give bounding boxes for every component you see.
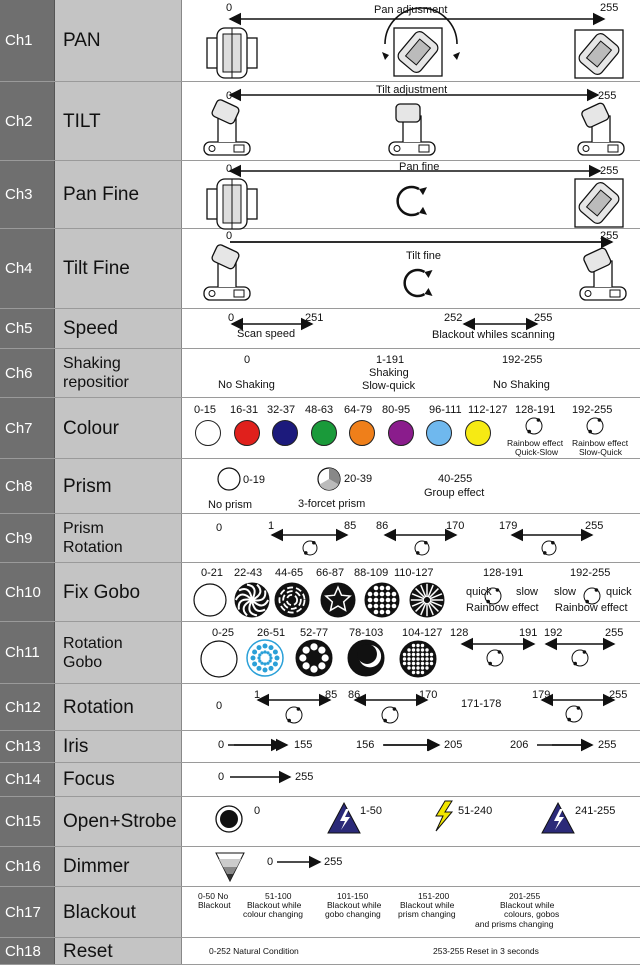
value-label: 104-127: [402, 627, 443, 639]
value-label: 201-255: [509, 891, 541, 901]
value-label: 86: [348, 689, 361, 701]
channel-name: Prism: [55, 459, 182, 513]
value-label: 0: [226, 2, 233, 14]
value-label: 88-109: [354, 567, 389, 579]
channel-number: Ch13: [0, 731, 55, 762]
channel-values: [182, 349, 640, 397]
value-label: 128: [450, 627, 469, 639]
channel-values: [182, 82, 640, 160]
value-label: 101-150: [337, 891, 369, 901]
channel-values: [182, 763, 640, 796]
gobo-icon: [235, 583, 269, 617]
value-label: prism changing: [398, 909, 456, 919]
value-label: 0: [226, 230, 233, 242]
gobo-icon: [194, 584, 226, 616]
channel-name: Open+Strobe: [55, 797, 182, 846]
value-label: Rainbow effect: [507, 438, 564, 448]
moving-head-tilt-icon: [389, 104, 435, 155]
channel-number: Ch4: [0, 229, 55, 308]
value-label: 192: [544, 627, 563, 639]
gobo-icon: [201, 641, 237, 677]
rotation-dial-icon: [303, 541, 317, 555]
channel-name: Pan Fine: [55, 161, 182, 228]
value-label: 1-191: [376, 354, 405, 366]
moving-head-pan-icon: [575, 30, 623, 78]
value-label: Scan speed: [237, 328, 296, 340]
channel-values: [182, 0, 640, 81]
channel-number: Ch7: [0, 398, 55, 458]
channel-values: [182, 398, 640, 458]
value-label: 20-39: [344, 473, 373, 485]
channel-values: [182, 684, 640, 730]
channel-name: TILT: [55, 82, 182, 160]
value-label: 85: [344, 520, 357, 532]
value-label: 192-255: [572, 404, 613, 416]
channel-name: Speed: [55, 309, 182, 348]
value-label: 171-178: [461, 698, 502, 710]
rotation-dial-icon: [566, 706, 582, 722]
value-label: 170: [446, 520, 465, 532]
value-label: 255: [600, 230, 619, 242]
value-label: quick: [606, 586, 632, 598]
diagram: [182, 82, 640, 161]
channel-row-ch5: [0, 309, 640, 349]
moving-head-pan-icon: [207, 179, 257, 229]
diagram: [182, 0, 640, 82]
value-label: 0: [216, 700, 223, 712]
value-label: 0-50 No: [198, 891, 229, 901]
channel-number: Ch9: [0, 514, 55, 562]
channel-row-ch10: [0, 563, 640, 622]
moving-head-tilt-icon: [204, 244, 250, 300]
value-label: 191: [519, 627, 538, 639]
value-label: 252: [444, 312, 463, 324]
value-label: Rainbow effect: [572, 438, 629, 448]
channel-values: [182, 563, 640, 621]
channel-name: Iris: [55, 731, 182, 762]
gobo-icon: [410, 583, 444, 617]
value-label: 0-15: [194, 404, 217, 416]
open-prism-icon: [218, 468, 240, 490]
value-label: 22-43: [234, 567, 263, 579]
value-label: 255: [609, 689, 628, 701]
value-label: 0: [216, 522, 223, 534]
channel-row-ch14: [0, 763, 640, 797]
channel-name: Rotation Gobo: [55, 622, 182, 683]
diagram: [182, 514, 640, 563]
value-label: 0: [254, 805, 261, 817]
channel-number: Ch5: [0, 309, 55, 348]
channel-row-ch16: [0, 847, 640, 887]
strobe-slow-icon: [328, 803, 360, 833]
value-label: 241-255: [575, 805, 616, 817]
channel-row-ch11: [0, 622, 640, 684]
value-label: 0: [226, 90, 233, 102]
value-label: 48-63: [305, 404, 334, 416]
value-label: Blackout whiles scanning: [432, 329, 555, 341]
value-label: 0: [267, 856, 274, 868]
channel-name: Prism Rotation: [55, 514, 182, 562]
channel-row-ch2: [0, 82, 640, 161]
color-wheel-icon: [526, 418, 542, 434]
diagram: [182, 797, 640, 847]
channel-row-ch3: [0, 161, 640, 229]
value-label: 86: [376, 520, 389, 532]
channel-name: Blackout: [55, 887, 182, 937]
value-label: 179: [499, 520, 518, 532]
value-label: 255: [324, 856, 343, 868]
value-label: 78-103: [349, 627, 384, 639]
value-label: 192-255: [570, 567, 611, 579]
value-label: 251: [305, 312, 324, 324]
value-label: colour changing: [243, 909, 304, 919]
value-label: quick: [466, 586, 492, 598]
channel-values: [182, 622, 640, 683]
moving-head-pan-icon: [575, 179, 623, 227]
value-label: 128-191: [483, 567, 524, 579]
value-label: Rainbow effect: [466, 602, 539, 614]
value-label: 66-87: [316, 567, 345, 579]
value-label: 26-51: [257, 627, 286, 639]
value-label: 80-95: [382, 404, 411, 416]
channel-values: [182, 887, 640, 937]
value-label: 110-127: [394, 567, 434, 579]
value-label: 205: [444, 739, 463, 751]
gobo-icon: [348, 640, 384, 676]
value-label: Group effect: [424, 487, 485, 499]
value-label: 0: [228, 312, 235, 324]
channel-row-ch8: [0, 459, 640, 514]
moving-head-tilt-icon: [204, 99, 250, 155]
channel-name: Tilt Fine: [55, 229, 182, 308]
value-label: Blackout while: [400, 900, 455, 910]
rotation-dial-icon: [286, 707, 302, 723]
value-label: 16-31: [230, 404, 259, 416]
channel-name: Shaking repositior: [55, 349, 182, 397]
diagram: [182, 229, 640, 309]
diagram: [182, 731, 640, 763]
value-label: 192-255: [502, 354, 543, 366]
diagram: [182, 161, 640, 229]
channel-number: Ch2: [0, 82, 55, 160]
value-label: 1: [268, 520, 275, 532]
value-label: Blackout: [198, 900, 231, 910]
channel-name: Rotation: [55, 684, 182, 730]
channel-number: Ch18: [0, 938, 55, 964]
value-label: 255: [605, 627, 624, 639]
channel-row-ch17: [0, 887, 640, 938]
value-label: 112-127: [468, 404, 508, 416]
title-label: Tilt fine: [406, 250, 442, 262]
value-label: 3-forcet prism: [298, 498, 366, 510]
value-label: 0: [218, 771, 225, 783]
title-label: Tilt adjustment: [376, 84, 448, 96]
channel-row-ch1: [0, 0, 640, 82]
channel-row-ch15: [0, 797, 640, 847]
channel-row-ch7: [0, 398, 640, 459]
moving-head-pan-icon: [207, 28, 257, 78]
diagram: [182, 684, 640, 731]
channel-row-ch12: [0, 684, 640, 731]
value-label: No Shaking: [218, 379, 275, 391]
channel-number: Ch3: [0, 161, 55, 228]
color-wheel-icon: [587, 418, 603, 434]
value-label: 206: [510, 739, 529, 751]
gobo-icon: [275, 583, 309, 617]
value-label: 0: [244, 354, 251, 366]
value-label: colours, gobos: [504, 909, 560, 919]
channel-number: Ch8: [0, 459, 55, 513]
value-label: and prisms changing: [475, 919, 554, 929]
channel-values: [182, 309, 640, 348]
diagram: [182, 309, 640, 349]
channel-name: Reset: [55, 938, 182, 964]
moving-head-tilt-icon: [578, 102, 624, 155]
gobo-icon: [365, 583, 399, 617]
channel-row-ch13: [0, 731, 640, 763]
value-label: 1-50: [360, 805, 383, 817]
channel-values: [182, 229, 640, 308]
title-label: Pan fine: [399, 161, 440, 173]
channel-name: PAN: [55, 0, 182, 81]
value-label: 255: [534, 312, 553, 324]
channel-number: Ch15: [0, 797, 55, 846]
channel-values: [182, 161, 640, 228]
value-label: 1: [254, 689, 261, 701]
value-label: 51-100: [265, 891, 292, 901]
channel-name: Focus: [55, 763, 182, 796]
channel-name: Colour: [55, 398, 182, 458]
title-label: Pan adjusment: [374, 4, 448, 16]
value-label: 255: [295, 771, 314, 783]
value-label: 96-111: [429, 404, 462, 416]
value-label: 0-25: [212, 627, 235, 639]
channel-row-ch18: [0, 938, 640, 965]
gobo-icon: [296, 640, 332, 676]
value-label: gobo changing: [325, 909, 381, 919]
value-label: 44-65: [275, 567, 304, 579]
value-label: 170: [419, 689, 438, 701]
rotation-dial-icon: [487, 650, 503, 666]
value-label: Slow-quick: [362, 380, 416, 392]
value-label: Blackout while: [500, 900, 555, 910]
moving-head-pan-icon: [394, 28, 442, 76]
value-label: 0-19: [243, 474, 266, 486]
diagram: [182, 763, 640, 797]
gobo-icon: [400, 641, 436, 677]
rotation-dial-icon: [572, 650, 588, 666]
rotation-dial-icon: [415, 541, 429, 555]
diagram: [182, 847, 640, 887]
value-label: 255: [598, 739, 617, 751]
channel-number: Ch11: [0, 622, 55, 683]
value-label: 179: [532, 689, 551, 701]
value-label: Blackout while: [247, 900, 302, 910]
channel-number: Ch17: [0, 887, 55, 937]
channel-values: [182, 459, 640, 513]
diagram: [182, 398, 640, 459]
gobo-icon: [321, 583, 355, 617]
value-label: slow: [516, 586, 539, 598]
value-label: 0: [218, 739, 225, 751]
value-label: 156: [356, 739, 375, 751]
value-label: 32-37: [267, 404, 296, 416]
channel-number: Ch6: [0, 349, 55, 397]
channel-number: Ch12: [0, 684, 55, 730]
value-label: 52-77: [300, 627, 329, 639]
value-label: 255: [598, 90, 617, 102]
value-label: 40-255: [438, 473, 473, 485]
channel-values: [182, 938, 640, 964]
channel-row-ch4: [0, 229, 640, 309]
rotation-dial-icon: [542, 541, 556, 555]
value-label: 128-191: [515, 404, 556, 416]
channel-number: Ch10: [0, 563, 55, 621]
channel-number: Ch14: [0, 763, 55, 796]
value-label: Rainbow effect: [555, 602, 628, 614]
channel-number: Ch16: [0, 847, 55, 886]
channel-values: [182, 514, 640, 562]
channel-row-ch6: [0, 349, 640, 398]
value-label: 51-240: [458, 805, 493, 817]
rotation-dial-icon: [382, 707, 398, 723]
value-label: 0-21: [201, 567, 224, 579]
value-label: Quick-Slow: [515, 447, 558, 457]
dimmer-funnel-icon: [216, 853, 244, 881]
channel-number: Ch1: [0, 0, 55, 81]
strobe-fast-icon: [542, 803, 574, 833]
moving-head-tilt-icon: [580, 247, 626, 300]
value-label: 151-200: [418, 891, 450, 901]
channel-name: Fix Gobo: [55, 563, 182, 621]
lightning-icon: [436, 801, 452, 831]
gobo-icon: [247, 640, 283, 676]
value-label: Slow-Quick: [579, 447, 622, 457]
channel-values: [182, 797, 640, 846]
channel-values: [182, 731, 640, 762]
value-label: Shaking: [369, 367, 409, 379]
value-label: No Shaking: [493, 379, 550, 391]
value-label: 155: [294, 739, 313, 751]
value-label: 85: [325, 689, 338, 701]
rotation-arrow-icon: [398, 187, 427, 215]
value-label: No prism: [208, 499, 253, 511]
value-label: Blackout while: [327, 900, 382, 910]
value-label: 255: [600, 2, 619, 14]
rotation-arrow-icon: [405, 270, 433, 296]
value-label: 255: [600, 165, 619, 177]
channel-values: [182, 847, 640, 886]
value-label: 0: [226, 163, 233, 175]
channel-row-ch9: [0, 514, 640, 563]
value-label: 255: [585, 520, 604, 532]
value-label: 253-255 Reset in 3 seconds: [433, 946, 539, 956]
value-label: slow: [554, 586, 577, 598]
value-label: 0-252 Natural Condition: [209, 946, 299, 956]
channel-name: Dimmer: [55, 847, 182, 886]
value-label: 64-79: [344, 404, 373, 416]
